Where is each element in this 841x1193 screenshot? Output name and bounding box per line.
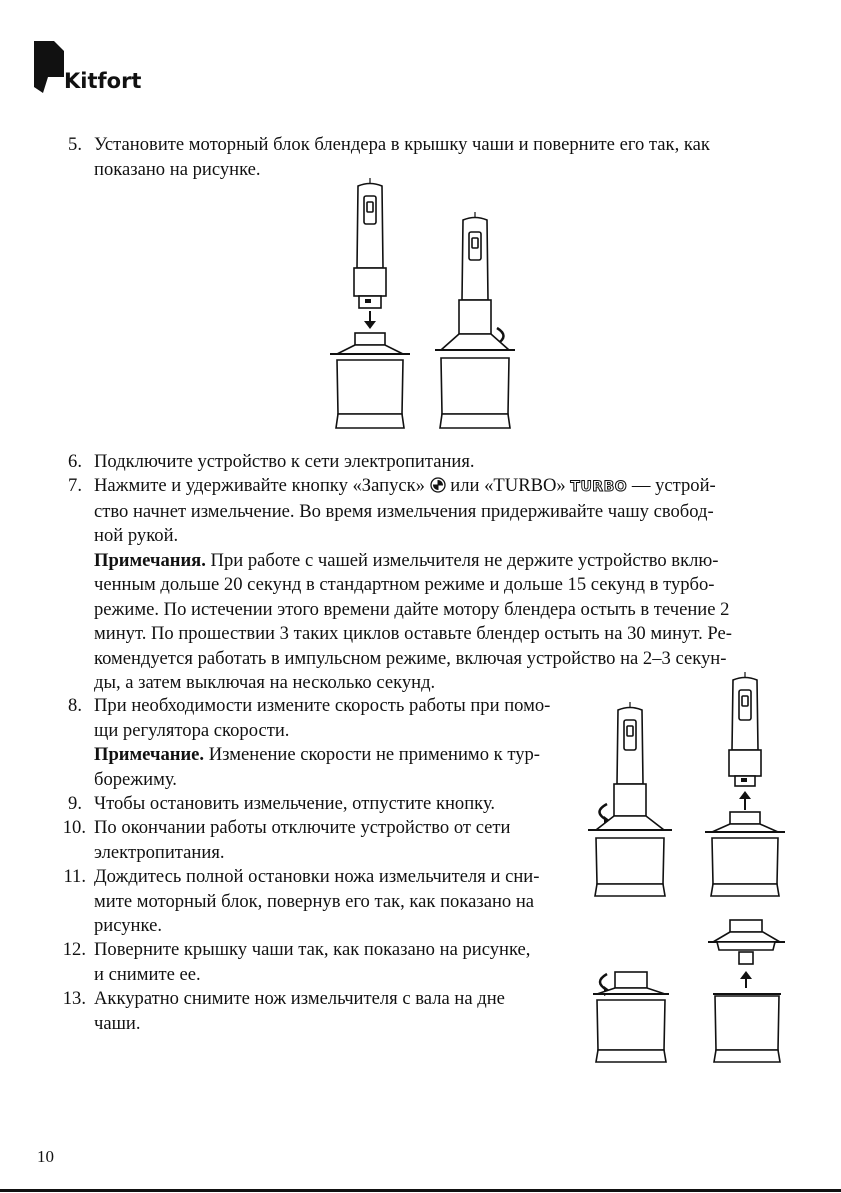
bowl-lid-on	[593, 972, 669, 1062]
bowl-left	[330, 333, 410, 428]
note-text: ды, а затем выключая на несколько секунд.	[94, 672, 436, 693]
brand-name: Kitfort	[64, 69, 142, 93]
step-number: 10.	[62, 817, 86, 838]
note-text: ченным дольше 20 секунд в стандартном режиме и дольше 15 секунд в турбо-	[94, 574, 715, 595]
motor-unit-lifted	[729, 672, 761, 786]
turbo-icon: TURBO	[570, 479, 628, 495]
bowl-open	[713, 994, 781, 1062]
step-number: 9.	[68, 793, 82, 814]
bowl-right	[435, 334, 515, 428]
step-text: Аккуратно снимите нож измельчителя с вала на дне	[94, 988, 505, 1009]
step-text: и снимите ее.	[94, 963, 201, 985]
note-text: комендуется работать в импульсном режиме, включая устройство на 2–3 секун-	[94, 647, 727, 669]
fan-button-icon	[430, 477, 446, 493]
note-text: борежиму.	[94, 768, 177, 790]
step-text: рисунке.	[94, 915, 162, 936]
step-number: 12.	[62, 939, 86, 960]
arrow-up-icon	[740, 971, 752, 988]
step-text: ной рукой.	[94, 525, 179, 546]
note-text: минут. По прошествии 3 таких циклов оставьте блендер остыть на 30 минут. Ре-	[94, 623, 732, 644]
bowl-lid-removal-illustration	[585, 920, 790, 1065]
arrow-up-icon	[739, 791, 751, 810]
step-number: 13.	[62, 988, 86, 1009]
page-bottom-rule	[0, 1189, 841, 1192]
note-text: режиме. По истечении этого времени дайте мотору блендера остыть в течение 2	[94, 598, 730, 620]
step-number: 8.	[68, 695, 82, 716]
step-text: Установите моторный блок блендера в крышку чаши и поверните его так, как	[94, 134, 710, 155]
lid-lifted	[708, 920, 785, 964]
step-text: Подключите устройство к сети электропитания.	[94, 451, 475, 472]
step-text: чаши.	[94, 1012, 141, 1034]
step-text: Чтобы остановить измельчение, отпустите кнопку.	[94, 793, 496, 814]
motor-unit-right	[459, 212, 491, 334]
step-text: показано на рисунке.	[94, 158, 261, 180]
step-text: При необходимости измените скорость работы при помо-	[94, 695, 551, 716]
step-text: По окончании работы отключите устройство от сети	[94, 817, 511, 838]
bowl-with-lid	[588, 816, 672, 896]
blender-insert-illustration	[325, 178, 525, 428]
step-text: мите моторный блок, повернув его так, как показано на	[94, 890, 535, 912]
page-number: 10	[37, 1147, 54, 1166]
step-number: 7.	[68, 475, 82, 496]
step-number: 11.	[63, 866, 86, 887]
motor-unit-left	[354, 178, 386, 308]
step-text: электропитания.	[94, 841, 225, 863]
note: Примечание. Изменение скорости не применимо к тур-	[94, 744, 540, 765]
step-text: щи регулятора скорости.	[94, 719, 290, 741]
step-text: ство начнет измельчение. Во время измельчения придерживайте чашу свобод-	[94, 500, 714, 522]
step-text: Поверните крышку чаши так, как показано на рисунке,	[94, 939, 531, 960]
step-number: 6.	[68, 451, 82, 472]
step-number: 5.	[68, 134, 82, 155]
step-text: Нажмите и удерживайте кнопку «Запуск» или «TURBO» TURBO — устрой-	[94, 475, 716, 496]
motor-unit-assembled	[614, 702, 646, 816]
bowl-with-lid-right	[705, 812, 785, 896]
note: Примечания. При работе с чашей измельчителя не держите устройство вклю-	[94, 549, 719, 571]
blender-remove-illustration	[580, 672, 790, 897]
step-text: Дождитесь полной остановки ножа измельчителя и сни-	[94, 866, 540, 887]
arrow-down-icon	[364, 311, 376, 329]
